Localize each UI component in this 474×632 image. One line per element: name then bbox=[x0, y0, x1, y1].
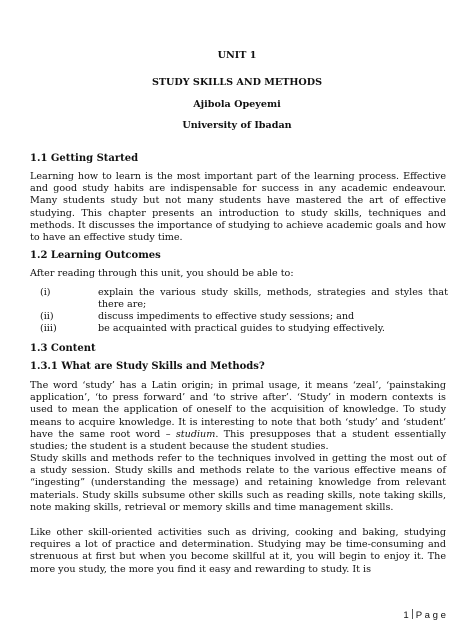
author-affiliation: University of Ibadan bbox=[182, 120, 292, 131]
author-name: Ajibola Opeyemi bbox=[193, 99, 281, 110]
page-number: 1 bbox=[403, 610, 409, 621]
section-heading-content: 1.3 Content bbox=[30, 343, 96, 354]
unit-label: UNIT 1 bbox=[217, 50, 257, 61]
paragraph-getting-started: Learning how to learn is the most important part of the learning process. Effective and good study habits are indispensable for success in any academic endeavour. Many students study but not many students have mastered the art of effective studying. This chapter presents an introduction to study skills, techniques and methods. It discusses the importance of studying to achieve academic goals and how to have an effective study time. bbox=[30, 171, 446, 244]
paragraph-study-skills-definition: Study skills and methods refer to the techniques involved in getting the most out of a study session. Study skills and methods relate to the various effective means of “ingesting” (understanding the message) and retaining knowledge from relevant materials. Study skills subsume other skills such as reading skills, note taking skills, note making skills, retrieval or memory skills and time management skills. bbox=[30, 453, 446, 513]
list-item-number: (iii) bbox=[40, 323, 57, 334]
paragraph-skill-oriented: Like other skill-oriented activities such as driving, cooking and baking, studying requires a lot of practice and determination. Studying may be time-consuming and strenuous at first but when you become skillful at it, you will begin to enjoy it. The more you study, the more you find it easy and rewarding to study. It is bbox=[30, 527, 446, 575]
list-item-text: discuss impediments to effective study sessions; and bbox=[98, 311, 355, 322]
page-footer bbox=[346, 609, 446, 621]
paragraph-study-origin-text: The word ‘study’ has a Latin origin; in primal usage, it means ‘zeal’, ‘painstaking application’, ‘to press forward’ and ‘to strive after’. ‘Study’ in modern contexts is used to mean the application of oneself to the acquisition of knowledge. To study means to acquire knowledge. It is interesting to note that both ‘study’ and ‘student’ have the same root word – studium. This presupposes that a student essentially studies; the student is a student because the student studies. bbox=[30, 380, 446, 453]
list-item-text: explain the various study skills, methods, strategies and styles that there are; bbox=[98, 287, 448, 311]
paragraph-study-origin bbox=[30, 380, 446, 453]
list-item-number: (ii) bbox=[40, 311, 54, 322]
subsection-heading-study-skills: 1.3.1 What are Study Skills and Methods? bbox=[30, 361, 265, 372]
section-heading-getting-started: 1.1 Getting Started bbox=[30, 153, 139, 164]
list-item-text: be acquainted with practical guides to studying effectively. bbox=[98, 323, 385, 334]
list-item-number: (i) bbox=[40, 287, 51, 298]
footer-divider bbox=[412, 609, 413, 619]
latin-root-word: studium bbox=[175, 428, 216, 440]
paragraph-outcomes-intro: After reading through this unit, you should be able to: bbox=[30, 268, 294, 279]
document-title: STUDY SKILLS AND METHODS bbox=[151, 77, 323, 88]
page-label: P a g e bbox=[415, 610, 446, 621]
section-heading-learning-outcomes: 1.2 Learning Outcomes bbox=[30, 250, 161, 261]
